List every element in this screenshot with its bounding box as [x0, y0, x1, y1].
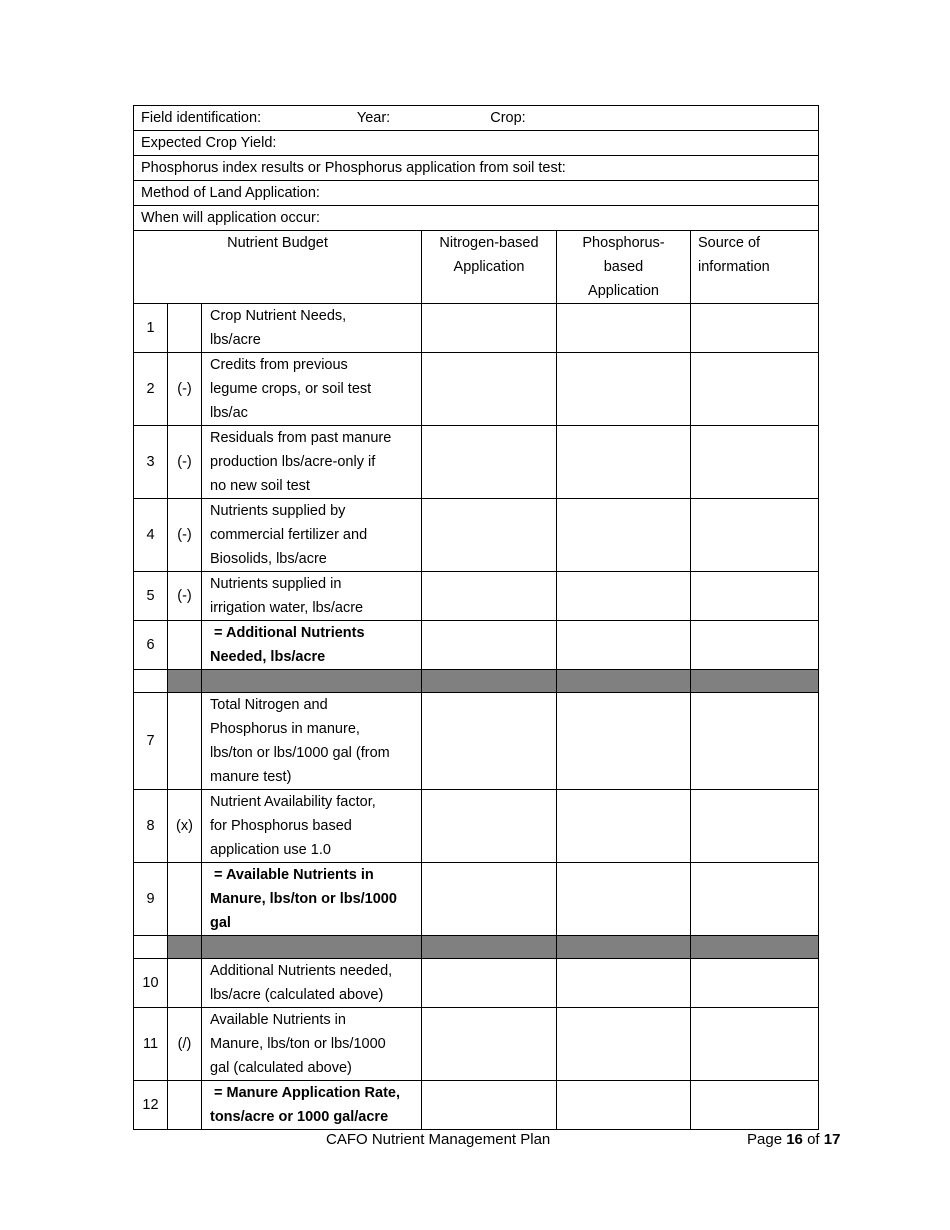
phosphorus-cell[interactable] — [557, 426, 691, 499]
row-operator — [168, 863, 202, 936]
description-line: application use 1.0 — [210, 842, 331, 858]
source-cell[interactable] — [691, 572, 819, 621]
separator-cell — [134, 936, 168, 959]
row-number: 5 — [134, 572, 168, 621]
row-operator — [168, 621, 202, 670]
description-line: lbs/acre (calculated above) — [210, 987, 384, 1003]
separator-cell — [134, 670, 168, 693]
source-cell[interactable] — [691, 304, 819, 353]
description-line: irrigation water, lbs/acre — [210, 600, 364, 616]
source-cell[interactable] — [691, 693, 819, 790]
separator-cell — [557, 670, 691, 693]
row-number: 7 — [134, 693, 168, 790]
row-operator — [168, 1081, 202, 1130]
source-cell[interactable] — [691, 959, 819, 1008]
nitrogen-cell[interactable] — [422, 693, 557, 790]
field-identification-label: Field identification: — [141, 110, 262, 126]
nitrogen-cell[interactable] — [422, 426, 557, 499]
budget-row — [134, 621, 819, 670]
nitrogen-cell[interactable] — [422, 621, 557, 670]
separator-cell — [422, 670, 557, 693]
row-number: 10 — [134, 959, 168, 1008]
description-line: = Additional Nutrients — [210, 625, 365, 641]
description-line: production lbs/acre-only if — [210, 454, 376, 470]
nutrient-budget-header: Nutrient Budget — [134, 231, 422, 304]
nitrogen-cell[interactable] — [422, 790, 557, 863]
row-number: 11 — [134, 1008, 168, 1081]
phosphorus-header — [557, 231, 691, 304]
phosphorus-cell[interactable] — [557, 1008, 691, 1081]
nitrogen-cell[interactable] — [422, 353, 557, 426]
budget-row — [134, 1008, 819, 1081]
row-number: 4 — [134, 499, 168, 572]
description-line: Credits from previous — [210, 357, 348, 373]
phosphorus-cell[interactable] — [557, 1081, 691, 1130]
method-label: Method of Land Application: — [134, 181, 819, 206]
budget-row — [134, 572, 819, 621]
row-operator — [168, 304, 202, 353]
budget-row — [134, 1081, 819, 1130]
row-operator — [168, 693, 202, 790]
page-of: of — [807, 1131, 820, 1148]
row-description — [202, 304, 422, 353]
row-operator: (-) — [168, 426, 202, 499]
description-line: Crop Nutrient Needs, — [210, 308, 347, 324]
row-description — [202, 863, 422, 936]
description-line: Phosphorus in manure, — [210, 721, 360, 737]
separator-cell — [691, 670, 819, 693]
description-line: Needed, lbs/acre — [210, 649, 326, 665]
row-description — [202, 959, 422, 1008]
footer-page-number — [747, 1131, 840, 1148]
description-line: lbs/ton or lbs/1000 gal (from — [210, 745, 390, 761]
phosphorus-index-label: Phosphorus index results or Phosphorus application from soil test: — [134, 156, 819, 181]
year-label: Year: — [356, 110, 391, 126]
source-cell[interactable] — [691, 499, 819, 572]
description-line: Available Nutrients in — [210, 1012, 346, 1028]
row-operator: (/) — [168, 1008, 202, 1081]
column-header-row — [134, 231, 819, 304]
nitrogen-cell[interactable] — [422, 1008, 557, 1081]
separator-row — [134, 670, 819, 693]
phosphorus-cell[interactable] — [557, 863, 691, 936]
row-description — [202, 572, 422, 621]
source-cell[interactable] — [691, 790, 819, 863]
description-line: gal (calculated above) — [210, 1060, 352, 1076]
row-number: 3 — [134, 426, 168, 499]
nitrogen-header-line: Nitrogen-based — [439, 235, 539, 251]
nitrogen-cell[interactable] — [422, 304, 557, 353]
phosphorus-header-line: Phosphorus- — [582, 235, 665, 251]
page-prefix: Page — [747, 1131, 783, 1148]
row-description — [202, 1081, 422, 1130]
budget-row — [134, 499, 819, 572]
row-number: 12 — [134, 1081, 168, 1130]
nitrogen-cell[interactable] — [422, 959, 557, 1008]
row-number: 9 — [134, 863, 168, 936]
separator-cell — [202, 670, 422, 693]
row-description — [202, 499, 422, 572]
description-line: Nutrient Availability factor, — [210, 794, 376, 810]
description-line: tons/acre or 1000 gal/acre — [210, 1109, 389, 1125]
source-cell[interactable] — [691, 426, 819, 499]
row-operator: (-) — [168, 572, 202, 621]
budget-row — [134, 426, 819, 499]
phosphorus-cell[interactable] — [557, 304, 691, 353]
phosphorus-cell[interactable] — [557, 499, 691, 572]
nitrogen-header-line: Application — [453, 259, 525, 275]
budget-row — [134, 693, 819, 790]
row-operator: (-) — [168, 353, 202, 426]
separator-row — [134, 936, 819, 959]
budget-row — [134, 304, 819, 353]
description-line: Additional Nutrients needed, — [210, 963, 393, 979]
source-cell[interactable] — [691, 1008, 819, 1081]
crop-label: Crop: — [490, 110, 526, 126]
separator-cell — [202, 936, 422, 959]
separator-cell — [422, 936, 557, 959]
budget-row — [134, 959, 819, 1008]
source-header-line: Source of — [698, 235, 761, 251]
phosphorus-cell[interactable] — [557, 572, 691, 621]
row-operator: (-) — [168, 499, 202, 572]
phosphorus-cell[interactable] — [557, 621, 691, 670]
description-line: for Phosphorus based — [210, 818, 352, 834]
description-line: manure test) — [210, 769, 292, 785]
budget-row — [134, 863, 819, 936]
description-line: Total Nitrogen and — [210, 697, 328, 713]
separator-cell — [168, 670, 202, 693]
budget-row — [134, 790, 819, 863]
description-line: Nutrients supplied by — [210, 503, 346, 519]
source-cell[interactable] — [691, 353, 819, 426]
page-current: 16 — [786, 1131, 803, 1148]
description-line: = Available Nutrients in — [210, 867, 374, 883]
row-description — [202, 1008, 422, 1081]
description-line: Nutrients supplied in — [210, 576, 342, 592]
row-description — [202, 693, 422, 790]
source-cell[interactable] — [691, 621, 819, 670]
nitrogen-cell[interactable] — [422, 572, 557, 621]
phosphorus-header-line: Application — [588, 283, 659, 299]
description-line: Manure, lbs/ton or lbs/1000 — [210, 891, 397, 907]
page-total: 17 — [823, 1131, 841, 1148]
expected-yield-label: Expected Crop Yield: — [134, 131, 819, 156]
description-line: lbs/ac — [210, 405, 248, 421]
row-number: 6 — [134, 621, 168, 670]
row-operator: (x) — [168, 790, 202, 863]
source-cell[interactable] — [691, 863, 819, 936]
description-line: = Manure Application Rate, — [210, 1085, 401, 1101]
separator-cell — [691, 936, 819, 959]
nitrogen-cell[interactable] — [422, 1081, 557, 1130]
footer-document-title: CAFO Nutrient Management Plan — [326, 1131, 551, 1148]
description-line: legume crops, or soil test — [210, 381, 372, 397]
phosphorus-cell[interactable] — [557, 693, 691, 790]
description-line: gal — [210, 915, 231, 931]
row-description — [202, 790, 422, 863]
source-header-line: information — [698, 259, 770, 275]
source-cell[interactable] — [691, 1081, 819, 1130]
row-description — [202, 426, 422, 499]
nitrogen-header — [422, 231, 557, 304]
row-description — [202, 621, 422, 670]
row-operator — [168, 959, 202, 1008]
description-line: Residuals from past manure — [210, 430, 392, 446]
phosphorus-cell[interactable] — [557, 790, 691, 863]
nitrogen-cell[interactable] — [422, 499, 557, 572]
description-line: Manure, lbs/ton or lbs/1000 — [210, 1036, 386, 1052]
budget-row — [134, 353, 819, 426]
separator-cell — [557, 936, 691, 959]
phosphorus-cell[interactable] — [557, 959, 691, 1008]
separator-cell — [168, 936, 202, 959]
row-description — [202, 353, 422, 426]
description-line: Biosolids, lbs/acre — [210, 551, 327, 567]
phosphorus-cell[interactable] — [557, 353, 691, 426]
description-line: commercial fertilizer and — [210, 527, 368, 543]
nitrogen-cell[interactable] — [422, 863, 557, 936]
row-number: 1 — [134, 304, 168, 353]
description-line: lbs/acre — [210, 332, 261, 348]
description-line: no new soil test — [210, 478, 310, 494]
when-label: When will application occur: — [134, 206, 819, 231]
nutrient-budget-table — [133, 105, 819, 1130]
row-number: 8 — [134, 790, 168, 863]
row-number: 2 — [134, 353, 168, 426]
phosphorus-header-line: based — [603, 259, 644, 275]
source-header — [691, 231, 819, 304]
field-info-row — [134, 106, 819, 131]
